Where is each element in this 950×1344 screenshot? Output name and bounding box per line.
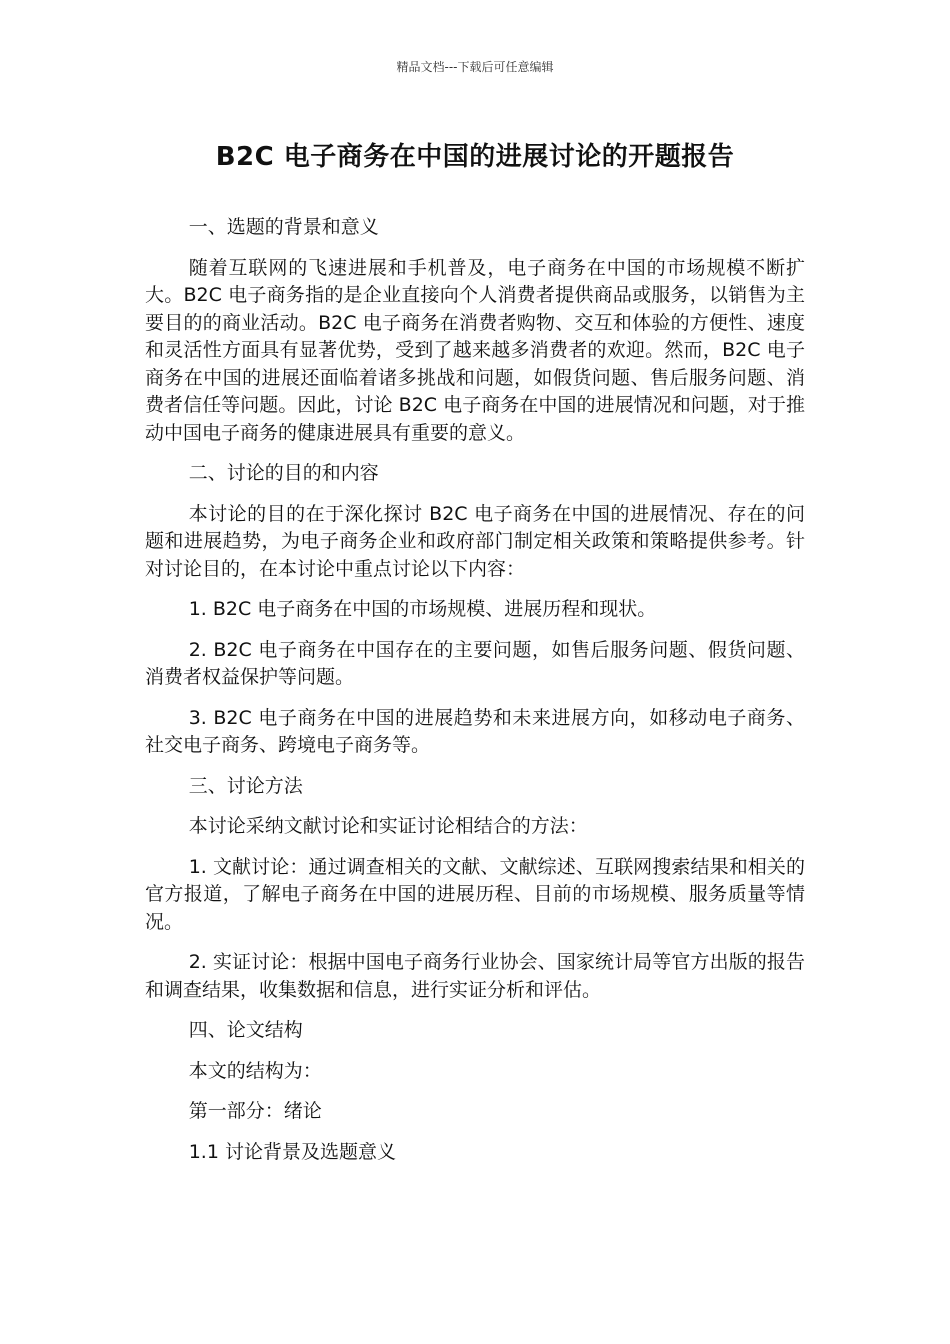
list-item-content-2: 2. B2C 电子商务在中国存在的主要问题，如售后服务问题、假货问题、消费者权益保护等问题。 bbox=[145, 638, 805, 688]
section-heading-method: 三、讨论方法 bbox=[188, 774, 303, 797]
document-body bbox=[145, 214, 805, 1179]
structure-part-1: 第一部分：绪论 bbox=[188, 1100, 322, 1122]
paragraph-method: 本讨论采纳文献讨论和实证讨论相结合的方法： bbox=[188, 815, 588, 837]
list-item-method-2: 2. 实证讨论：根据中国电子商务行业协会、国家统计局等官方出版的报告和调查结果，收集数据和信息，进行实证分析和评估。 bbox=[145, 951, 805, 1001]
section-heading-purpose: 二、讨论的目的和内容 bbox=[188, 462, 379, 484]
section-heading-structure: 四、论文结构 bbox=[188, 1019, 303, 1041]
list-item-method-1: 1. 文献讨论：通过调查相关的文献、文献综述、互联网搜索结果和相关的官方报道，了解电子商务在中国的进展历程、目前的市场规模、服务质量等情况。 bbox=[145, 855, 805, 933]
paragraph-purpose: 本讨论的目的在于深化探讨 B2C 电子商务在中国的进展情况、存在的问题和进展趋势，为电子商务企业和政府部门制定相关政策和策略提供参考。针对讨论目的，在本讨论中重点讨论以下内容： bbox=[145, 502, 805, 580]
paragraph-structure: 本文的结构为： bbox=[188, 1059, 322, 1082]
structure-item-1-1: 1.1 讨论背景及选题意义 bbox=[188, 1140, 396, 1163]
list-item-content-1: 1. B2C 电子商务在中国的市场规模、进展历程和现状。 bbox=[188, 598, 657, 620]
paragraph-background: 随着互联网的飞速进展和手机普及，电子商务在中国的市场规模不断扩大。B2C 电子商务指的是企业直接向个人消费者提供商品或服务，以销售为主要目的的商业活动。B2C 电子商务在消费者购物、交互和体验的方便性、速度和灵活性方面具有显著优势，受到了越来越多消费者的欢迎。然而，B2C 电子商务在中国的进展还面临着诸多挑战和问题，如假货问题、售后服务问题、消费者信任等问题。因此，讨论 B2C 电子商务在中国的进展情况和问题，对于推动中国电子商务的健康进展具有重要的意义。 bbox=[145, 256, 805, 444]
page-header: 精品文档---下载后可任意编辑 bbox=[396, 60, 554, 74]
document-title: B2C 电子商务在中国的进展讨论的开题报告 bbox=[215, 142, 735, 172]
list-item-content-3: 3. B2C 电子商务在中国的进展趋势和未来进展方向，如移动电子商务、社交电子商务、跨境电子商务等。 bbox=[145, 706, 805, 756]
section-heading-background: 一、选题的背景和意义 bbox=[188, 216, 379, 238]
